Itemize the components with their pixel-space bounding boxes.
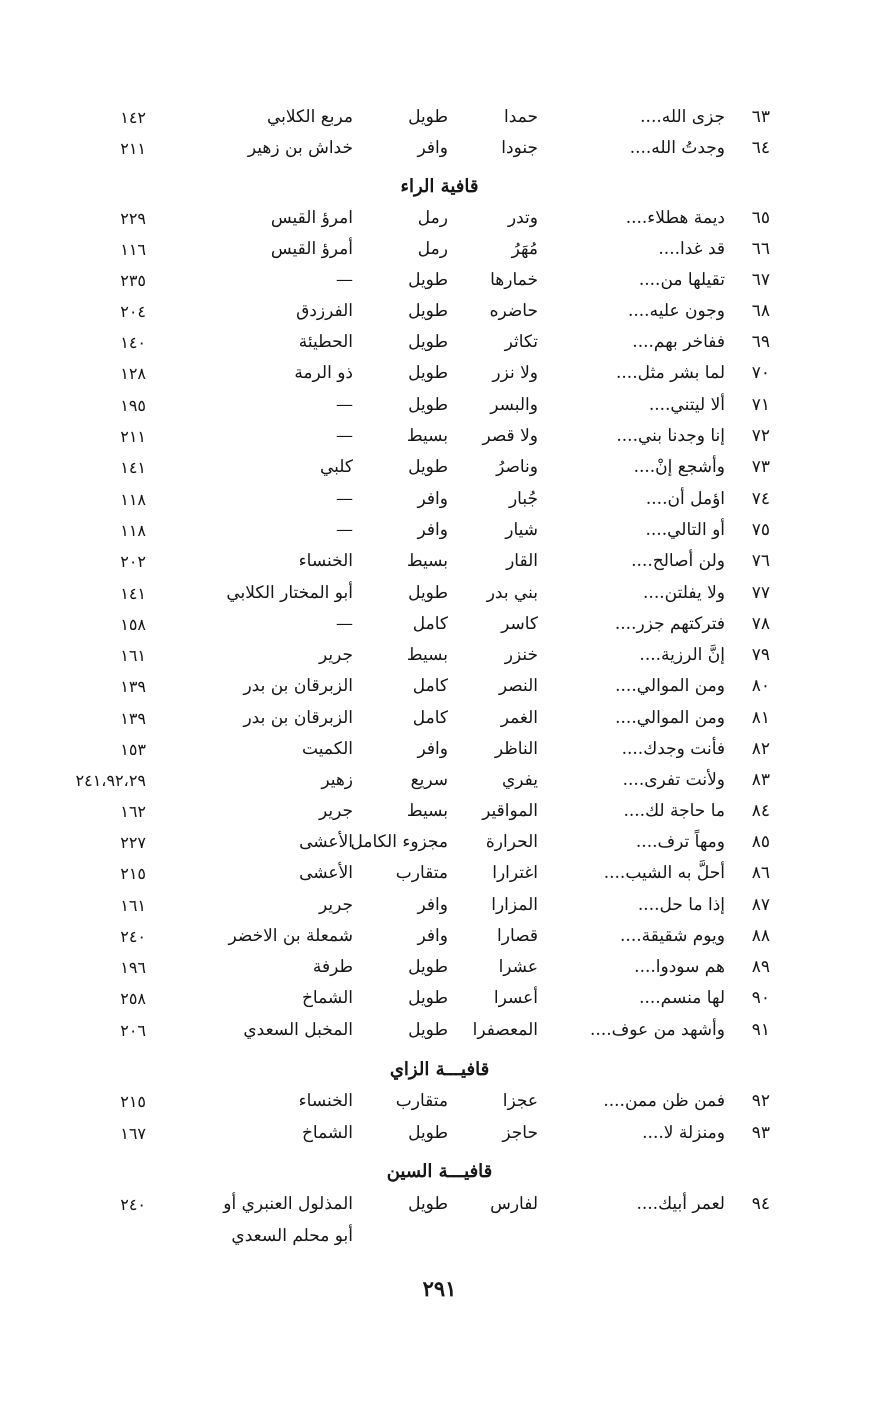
poet-name: — [336,614,353,634]
index-row [0,1118,879,1149]
first-words: ومن الموالي.... [615,676,725,696]
meter: وافر [417,739,448,759]
entry-number: ٦٤ [751,138,770,158]
entry-number: ٨١ [751,708,770,728]
rhyme-word: شيار [505,520,538,540]
poet-name: الأعشى [299,832,353,852]
page-references: ٢٤٠ [120,927,146,946]
page-references: ١١٦ [120,240,146,259]
page-references: ١٩٦ [120,958,146,977]
meter: طويل [408,332,448,352]
meter: طويل [408,957,448,977]
first-words: وجون عليه.... [627,301,725,321]
poet-name: — [336,395,353,415]
page-references: ٢٠٢ [120,552,146,571]
entry-number: ٧٤ [751,489,770,509]
page-number: ٢٩١ [422,1276,457,1301]
page-references: ١١٨ [120,521,146,540]
rhyme-word: النصر [498,676,538,696]
rhyme-word: عجزا [502,1091,538,1111]
entry-number: ٧٣ [751,457,770,477]
index-row [0,1015,879,1046]
first-words: ولأنت تفرى.... [622,770,725,790]
poet-name: — [336,426,353,446]
first-words: إذا ما حل.... [637,895,725,915]
meter: طويل [408,270,448,290]
meter: سريع [410,770,448,790]
rhyme-word: مُهَرُ [511,239,538,259]
index-row [0,921,879,952]
entry-number: ٦٩ [751,332,770,352]
poet-name: الخنساء [298,1091,353,1111]
first-words: لعمر أبيك.... [636,1194,725,1214]
entry-number: ٦٦ [751,239,770,259]
meter: وافر [417,926,448,946]
poet-name: شمعلة بن الاخضر [228,926,353,946]
meter: وافر [417,489,448,509]
entry-number: ٨٤ [751,801,770,821]
index-row [0,296,879,327]
index-row [0,671,879,702]
poet-name: الشماخ [301,988,353,1008]
meter: بسيط [406,426,448,446]
page-references: ٢١١ [120,427,146,446]
entry-number: ٨٩ [751,957,770,977]
entry-number: ٧٢ [751,426,770,446]
index-row [0,952,879,983]
meter: طويل [408,1020,448,1040]
poet-name: — [336,520,353,540]
index-row [0,765,879,796]
rhyme-word: حمدا [504,107,538,127]
index-row [0,133,879,164]
first-words: أو التالي.... [645,520,725,540]
page-references: ١٤٢ [120,108,146,127]
meter: طويل [408,301,448,321]
page-references: ١٩٥ [120,396,146,415]
index-row [0,640,879,671]
entry-number: ٦٣ [751,107,770,127]
entry-number: ٧٧ [751,583,770,603]
index-row [0,234,879,265]
page-references: ١٥٨ [120,615,146,634]
first-words: اؤمل أن.... [645,489,725,509]
rhyme-word: كاسر [501,614,538,634]
page-references: ٢٤١،٩٢،٢٩ [75,771,146,790]
index-row [0,546,879,577]
poet-name: المذلول العنبري أو [223,1194,353,1214]
entry-number: ٦٧ [751,270,770,290]
first-words: ويوم شقيقة.... [620,926,725,946]
rhyme-word: اغترارا [492,863,538,883]
index-row [0,796,879,827]
index-row [0,102,879,133]
meter: وافر [417,895,448,915]
page-references: ٢٠٦ [120,1021,146,1040]
entry-number: ٦٨ [751,301,770,321]
rhyme-word: المواقير [482,801,538,821]
page-references: ٢٤٠ [120,1195,146,1214]
page-references: ٢١١ [120,139,146,158]
first-words: إنَّ الرزية.... [639,645,725,665]
rhyme-word: ولا قصر [482,426,538,446]
entry-number: ٨٦ [751,863,770,883]
first-words: فمن ظن ممن.... [603,1091,725,1111]
index-row [0,203,879,234]
index-row [0,1189,879,1220]
first-words: جزى الله.... [640,107,725,127]
page-references: ٢٣٥ [120,271,146,290]
index-row [0,890,879,921]
rhyme-word: جنودا [501,138,538,158]
rhyme-word: لفارس [490,1194,538,1214]
rhyme-word: المزارا [491,895,538,915]
poet-name: الخنساء [298,551,353,571]
first-words: ولن أصالح.... [631,551,725,571]
poet-name: زهير [321,770,353,790]
entry-number: ٩٣ [751,1123,770,1143]
page-references: ١٦٢ [120,802,146,821]
page-references: ٢٥٨ [120,989,146,1008]
rhyme-word: ولا نزر [492,363,538,383]
entry-number: ٨٨ [751,926,770,946]
first-words: ومهاً ترف.... [635,832,725,852]
index-row [0,1086,879,1117]
rhyme-word: حاجز [502,1123,538,1143]
meter: طويل [408,1123,448,1143]
entry-number: ٧٦ [751,551,770,571]
page-references: ١٥٣ [120,740,146,759]
poet-name: جرير [319,895,353,915]
index-row [0,703,879,734]
page-references: ٢٢٧ [120,833,146,852]
page-references: ١١٨ [120,490,146,509]
poet-name: — [336,489,353,509]
meter: بسيط [406,645,448,665]
poet-name: جرير [319,801,353,821]
index-row [0,858,879,889]
meter: طويل [408,457,448,477]
poet-name: الحطيئة [298,332,353,352]
first-words: أحلَّ به الشيب.... [603,863,725,883]
page-references: ١٦٧ [120,1124,146,1143]
entry-number: ٩٠ [751,988,770,1008]
index-row [0,484,879,515]
first-words: فتركتهم جزر.... [614,614,725,634]
entry-number: ٩٤ [751,1194,770,1214]
meter: وافر [417,138,448,158]
meter: رمل [417,208,448,228]
section-heading: قافيـــة السين [386,1161,493,1182]
poet-name: المخبل السعدي [243,1020,353,1040]
meter: رمل [417,239,448,259]
poet-name: ذو الرمة [294,363,353,383]
entry-number: ٨٠ [751,676,770,696]
entry-number: ٧٠ [751,363,770,383]
index-row [0,515,879,546]
index-row [0,734,879,765]
meter: كامل [412,676,448,696]
rhyme-word: تكاثر [504,332,538,352]
rhyme-word: حاضره [489,301,538,321]
entry-number: ٨٣ [751,770,770,790]
page-references: ٢٢٩ [120,209,146,228]
meter: كامل [412,614,448,634]
meter: كامل [412,708,448,728]
meter: بسيط [406,801,448,821]
meter: متقارب [395,1091,448,1111]
rhyme-word: القار [506,551,538,571]
poet-name: الكميت [302,739,353,759]
poet-name: أمرؤ القيس [270,239,353,259]
index-row [0,390,879,421]
poet-name: خداش بن زهير [247,138,353,158]
rhyme-word: خمارها [490,270,538,290]
poet-name: الأعشى [299,863,353,883]
rhyme-word: خنزر [504,645,538,665]
entry-number: ٧١ [751,395,770,415]
page-references: ١٤٠ [120,333,146,352]
index-row [0,827,879,858]
rhyme-word: الناظر [494,739,538,759]
page-references: ١٤١ [120,458,146,477]
first-words: هم سودوا.... [634,957,725,977]
poet-name: أبو المختار الكلابي [226,583,353,603]
first-words: ولا يفلتن.... [643,583,725,603]
index-row [0,983,879,1014]
page-references: ١٦١ [120,896,146,915]
page-references: ٢١٥ [120,1092,146,1111]
index-row-continuation [0,1221,879,1252]
poet-name: امرؤ القيس [270,208,353,228]
meter: طويل [408,988,448,1008]
rhyme-word: الحرارة [485,832,538,852]
poet-name: طرفة [312,957,353,977]
first-words: قد غدا.... [658,239,725,259]
meter: وافر [417,520,448,540]
index-row [0,452,879,483]
first-words: إنا وجدنا بني.... [616,426,725,446]
page-references: ١٣٩ [120,709,146,728]
rhyme-word: وتدر [507,208,538,228]
index-row [0,578,879,609]
poet-name-continuation: أبو محلم السعدي [231,1226,353,1246]
first-words: لها منسم.... [639,988,725,1008]
entry-number: ٦٥ [751,208,770,228]
rhyme-word: عشرا [498,957,538,977]
rhyme-word: والبسر [490,395,538,415]
meter: طويل [408,107,448,127]
page-references: ١٣٩ [120,677,146,696]
entry-number: ٨٧ [751,895,770,915]
entry-number: ٧٩ [751,645,770,665]
page-references: ١٦١ [120,646,146,665]
rhyme-word: الغمر [500,708,538,728]
first-words: فأنت وجدك.... [621,739,725,759]
first-words: ففاخر بهم.... [632,332,725,352]
meter: طويل [408,395,448,415]
rhyme-word: قصارا [497,926,538,946]
first-words: لما بشر مثل.... [616,363,725,383]
rhyme-word: أعسرا [493,988,538,1008]
poet-name: الفرزدق [296,301,353,321]
index-row [0,327,879,358]
rhyme-word: بني بدر [486,583,538,603]
entry-number: ٨٢ [751,739,770,759]
poet-name: مربع الكلابي [266,107,353,127]
index-row [0,358,879,389]
rhyme-word: المعصفرا [472,1020,538,1040]
poet-name: كلبي [319,457,353,477]
rhyme-word: يفري [501,770,538,790]
first-words: ما حاجة لك.... [623,801,725,821]
meter: بسيط [406,551,448,571]
rhyme-word: وناصرُ [496,457,538,477]
meter: طويل [408,1194,448,1214]
poet-name: الزبرقان بن بدر [243,676,353,696]
first-words: ومنزلة لا.... [642,1123,725,1143]
first-words: ديمة هطلاء.... [625,208,725,228]
first-words: وأشجع إنْ.... [633,457,725,477]
first-words: وأشهد من عوف.... [590,1020,725,1040]
entry-number: ٧٨ [751,614,770,634]
meter: متقارب [395,863,448,883]
meter: مجزوء الكامل [350,832,448,852]
page-references: ١٢٨ [120,364,146,383]
page-references: ١٤١ [120,584,146,603]
poet-name: جرير [319,645,353,665]
index-row [0,265,879,296]
index-row [0,609,879,640]
first-words: وجدتُ الله.... [629,138,725,158]
first-words: تقيلها من.... [638,270,725,290]
first-words: ألا ليتني.... [648,395,725,415]
rhyme-word: جُبار [508,489,538,509]
section-heading: قافيـــة الزاي [389,1059,490,1080]
poet-name: الشماخ [301,1123,353,1143]
page-references: ٢١٥ [120,864,146,883]
entry-number: ٩٢ [751,1091,770,1111]
entry-number: ٨٥ [751,832,770,852]
entry-number: ٧٥ [751,520,770,540]
section-heading: قافية الراء [400,176,479,197]
index-row [0,421,879,452]
meter: طويل [408,363,448,383]
poet-name: الزبرقان بن بدر [243,708,353,728]
meter: طويل [408,583,448,603]
poet-name: — [336,270,353,290]
page-references: ٢٠٤ [120,302,146,321]
first-words: ومن الموالي.... [615,708,725,728]
entry-number: ٩١ [751,1020,770,1040]
